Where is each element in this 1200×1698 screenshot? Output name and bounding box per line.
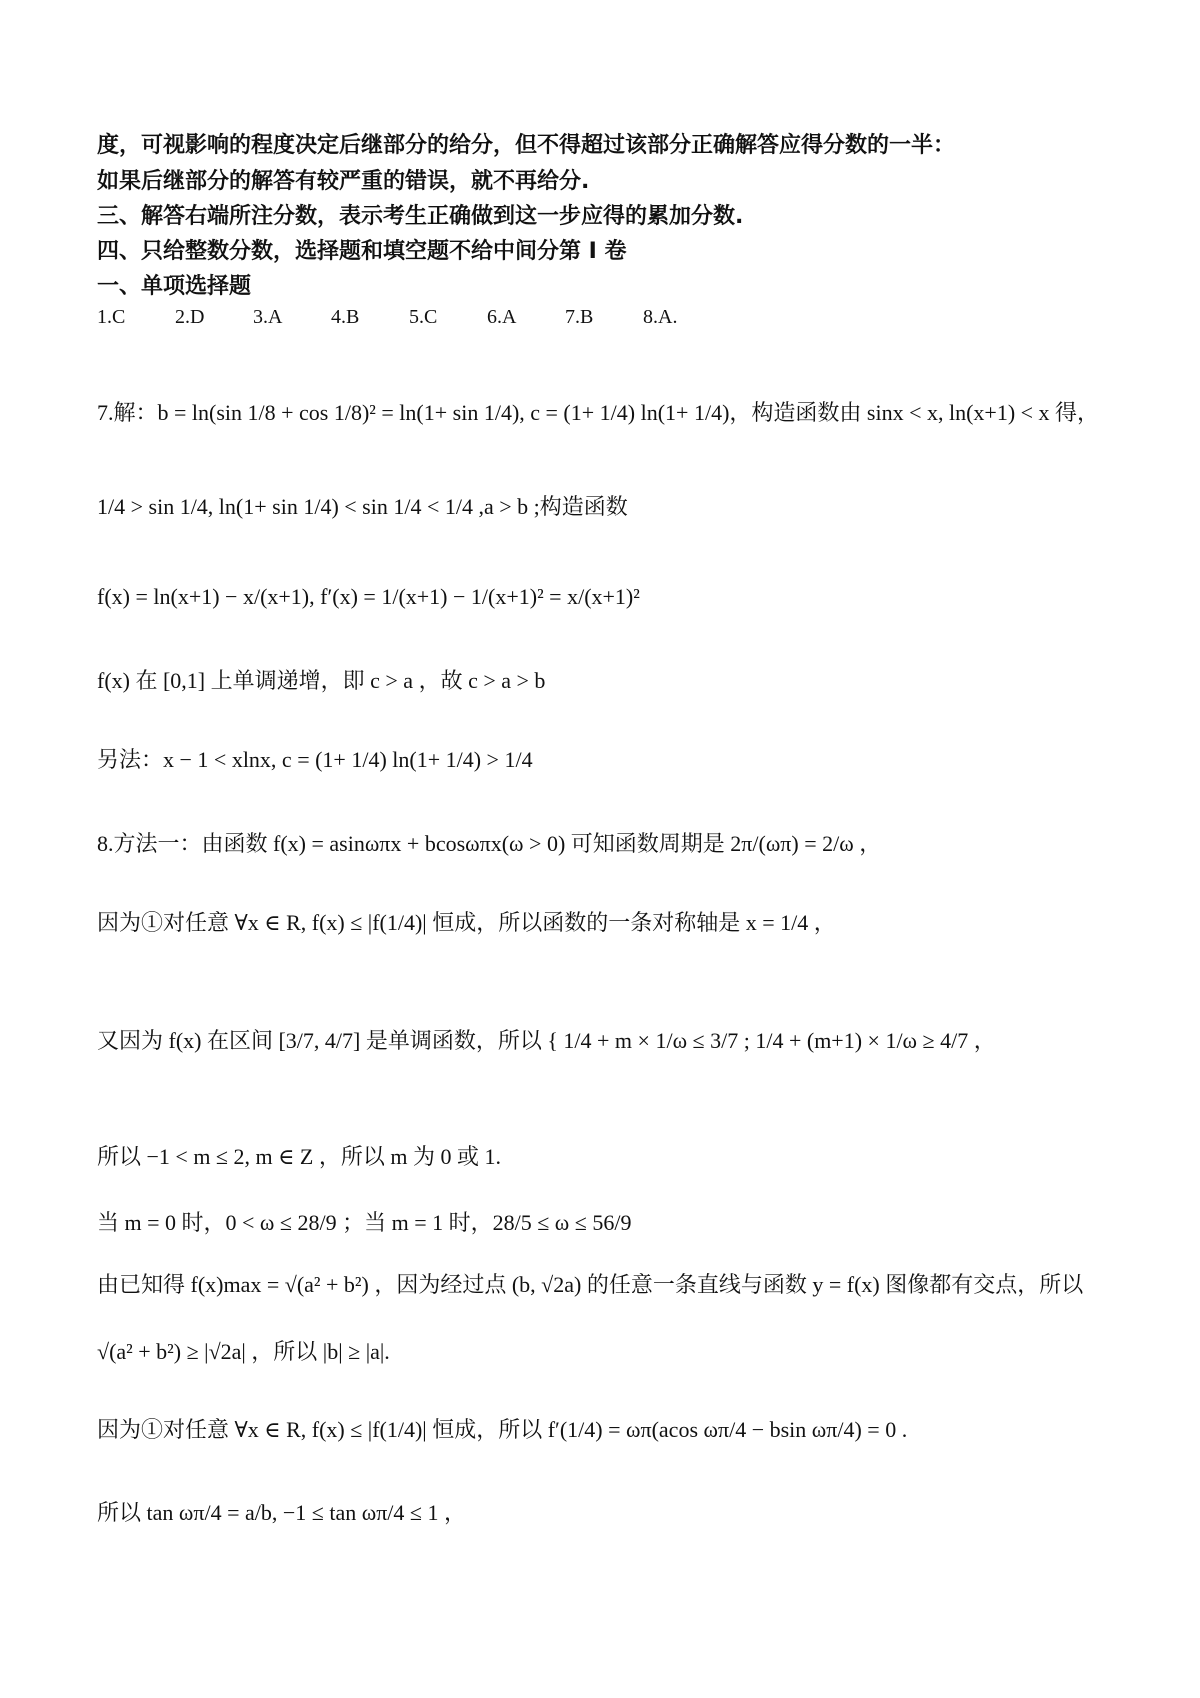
section-heading-single-choice: 一、单项选择题: [97, 274, 252, 299]
solution7-line-5: 另法：x − 1 < xlnx, c = (1+ 1/4) ln(1+ 1/4) > 1/4: [97, 747, 533, 772]
answer-item: 4.B: [331, 306, 360, 328]
solution8-line-4: 所以 −1 < m ≤ 2, m ∈ Z ，所以 m 为 0 或 1.: [97, 1144, 501, 1169]
answer-item: 8.A.: [643, 306, 678, 328]
answer-item: 5.C: [409, 306, 438, 328]
text-line-2: 如果后继部分的解答有较严重的错误，就不再给分.: [97, 169, 590, 194]
text-line-1: 度，可视影响的程度决定后继部分的给分，但不得超过该部分正确解答应得分数的一半：: [97, 133, 956, 158]
solution7-line-4: f(x) 在 [0,1] 上单调递增，即 c > a ，故 c > a > b: [97, 668, 546, 693]
solution8-line-8: 因为①对任意 ∀x ∈ R, f(x) ≤ |f(1/4)| 恒成，所以 f′(1/4) = ωπ(acos ωπ/4 − bsin ωπ/4) = 0 .: [97, 1417, 908, 1442]
text-line-4: 四、只给整数分数，选择题和填空题不给中间分第 I 卷: [97, 239, 627, 264]
solution7-line-3: f(x) = ln(x+1) − x/(x+1), f′(x) = 1/(x+1) − 1/(x+1)² = x/(x+1)²: [97, 584, 640, 609]
solution8-line-6: 由已知得 f(x)max = √(a² + b²) ，因为经过点 (b, √2a) 的任意一条直线与函数 y = f(x) 图像都有交点，所以: [97, 1272, 1084, 1297]
solution8-line-9: 所以 tan ωπ/4 = a/b, −1 ≤ tan ωπ/4 ≤ 1 ，: [97, 1500, 466, 1525]
solution8-line-2: 因为①对任意 ∀x ∈ R, f(x) ≤ |f(1/4)| 恒成，所以函数的一条对称轴是 x = 1/4 ，: [97, 910, 836, 935]
answer-item: 6.A: [487, 306, 517, 328]
solution7-line-2: 1/4 > sin 1/4, ln(1+ sin 1/4) < sin 1/4 < 1/4 ,a > b ;构造函数: [97, 494, 628, 519]
solution8-line-1: 8.方法一：由函数 f(x) = asinωπx + bcosωπx(ω > 0) 可知函数周期是 2π/(ωπ) = 2/ω ，: [97, 831, 882, 856]
answer-key-row: [97, 306, 716, 329]
solution8-line-7: √(a² + b²) ≥ |√2a| ，所以 |b| ≥ |a|.: [97, 1339, 390, 1364]
solution8-line-5: 当 m = 0 时，0 < ω ≤ 28/9 ；当 m = 1 时，28/5 ≤ ω ≤ 56/9: [97, 1210, 632, 1235]
text-line-3: 三、解答右端所注分数，表示考生正确做到这一步应得的累加分数.: [97, 204, 744, 229]
answer-item: 3.A: [253, 306, 283, 328]
solution8-line-3: 又因为 f(x) 在区间 [3/7, 4/7] 是单调函数，所以 { 1/4 + m × 1/ω ≤ 3/7 ; 1/4 + (m+1) × 1/ω ≥ 4/7 ，: [97, 1028, 996, 1053]
answer-item: 7.B: [565, 306, 594, 328]
answer-item: 2.D: [175, 306, 205, 328]
solution7-line-1: 7.解：b = ln(sin 1/8 + cos 1/8)² = ln(1+ sin 1/4), c = (1+ 1/4) ln(1+ 1/4)，构造函数由 sinx < x, ln(x+1) < x 得，: [97, 400, 1100, 425]
answer-item: 1.C: [97, 306, 126, 328]
